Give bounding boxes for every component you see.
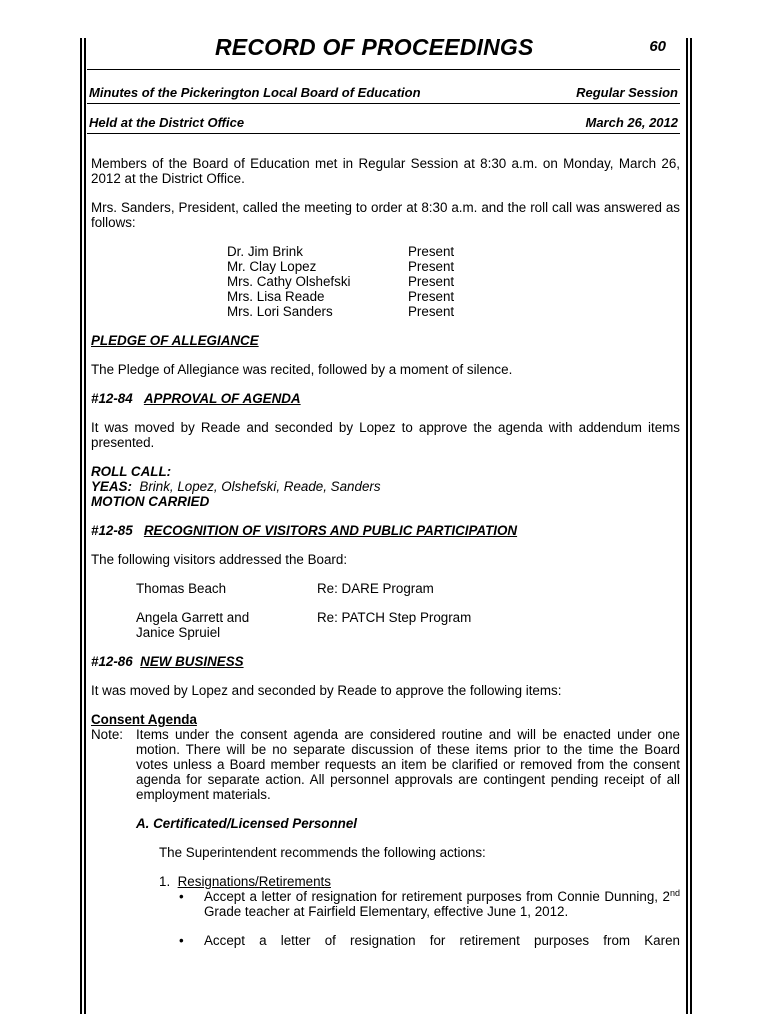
section-a-heading: A. Certificated/Licensed Personnel (136, 816, 358, 831)
visitor-row: Thomas Beach Re: DARE Program (136, 581, 434, 596)
yeas-label: YEAS: (91, 479, 132, 494)
recommend-text: The Superintendent recommends the following actions: (159, 845, 486, 860)
meeting-date: March 26, 2012 (585, 115, 678, 130)
left-margin-rule-outer (80, 38, 82, 1014)
call-to-order-paragraph: Mrs. Sanders, President, called the meeting to order at 8:30 a.m. and the roll call was answered as follows: (91, 200, 680, 230)
agenda-vote (91, 464, 680, 509)
new-business-number: #12-86 (91, 654, 133, 669)
new-business-motion: It was moved by Lopez and seconded by Reade to approve the following items: (91, 683, 562, 698)
bullet-item: • Accept a letter of resignation for retirement purposes from Connie Dunning, 2nd Grade teacher at Fairfield Elementary, effective June 1, 2012. (179, 888, 680, 919)
bullet-item: • Accept a letter of resignation for retirement purposes from Karen (179, 933, 680, 948)
meeting-location: Held at the District Office (89, 115, 245, 130)
agenda-motion: It was moved by Reade and seconded by Lopez to approve the agenda with addendum items presented. (91, 420, 680, 450)
right-margin-rule-outer (690, 38, 692, 1014)
pledge-heading: PLEDGE OF ALLEGIANCE (91, 333, 259, 348)
bullet-icon: • (179, 889, 184, 904)
note-label: Note: (91, 727, 124, 742)
roll-call-row: Mrs. Lori Sanders Present (227, 304, 455, 319)
title-row (91, 34, 680, 68)
roll-call-row: Dr. Jim Brink Present (227, 244, 455, 259)
yeas-names: Brink, Lopez, Olshefski, Reade, Sanders (139, 479, 381, 494)
rollcall-label: ROLL CALL: (91, 464, 172, 479)
top-rule (87, 69, 680, 70)
page-number: 60 (649, 38, 666, 55)
board-name: Minutes of the Pickerington Local Board of Education (89, 85, 421, 100)
consent-agenda-heading: Consent Agenda (91, 712, 197, 727)
bullet-icon: • (179, 933, 184, 948)
minutes-body (91, 156, 680, 948)
roll-call-list (227, 244, 680, 319)
agenda-heading (91, 391, 680, 406)
page-title: RECORD OF PROCEEDINGS (215, 34, 534, 60)
minutes-header (87, 85, 680, 104)
new-business-heading (91, 654, 680, 669)
right-margin-rule-inner (686, 38, 688, 1014)
yeas-line (91, 479, 680, 494)
visitor-row: Angela Garrett and Janice Spruiel Re: PATCH Step Program (136, 610, 472, 640)
consent-note (91, 727, 680, 802)
motion-result: MOTION CARRIED (91, 494, 210, 509)
agenda-number: #12-84 (91, 391, 133, 406)
item-1-heading: 1. Resignations/Retirements (159, 874, 331, 889)
session-type: Regular Session (576, 85, 678, 100)
roll-call-row: Mrs. Cathy Olshefski Present (227, 274, 455, 289)
roll-call-row: Mr. Clay Lopez Present (227, 259, 455, 274)
intro-paragraph: Members of the Board of Education met in Regular Session at 8:30 a.m. on Monday, March 26, 2012 at the District Office. (91, 156, 680, 186)
roll-call-row: Mrs. Lisa Reade Present (227, 289, 455, 304)
visitors-title: RECOGNITION OF VISITORS AND PUBLIC PARTICIPATION (143, 523, 518, 538)
visitors-heading (91, 523, 680, 538)
note-text: Items under the consent agenda are considered routine and will be enacted under one motion. There will be no separate discussion of these items prior to the time the Board votes unless a Board member requests an item be clarified or removed from the consent agenda for separate action. All personnel approvals are contingent pending receipt of all employment materials. (136, 727, 680, 802)
left-margin-rule-inner (84, 38, 86, 1014)
pledge-text: The Pledge of Allegiance was recited, followed by a moment of silence. (91, 362, 513, 377)
new-business-title: NEW BUSINESS (140, 654, 244, 669)
location-header (87, 115, 680, 134)
agenda-title: APPROVAL OF AGENDA (143, 391, 301, 406)
visitors-number: #12-85 (91, 523, 133, 538)
visitors-intro: The following visitors addressed the Board: (91, 552, 348, 567)
